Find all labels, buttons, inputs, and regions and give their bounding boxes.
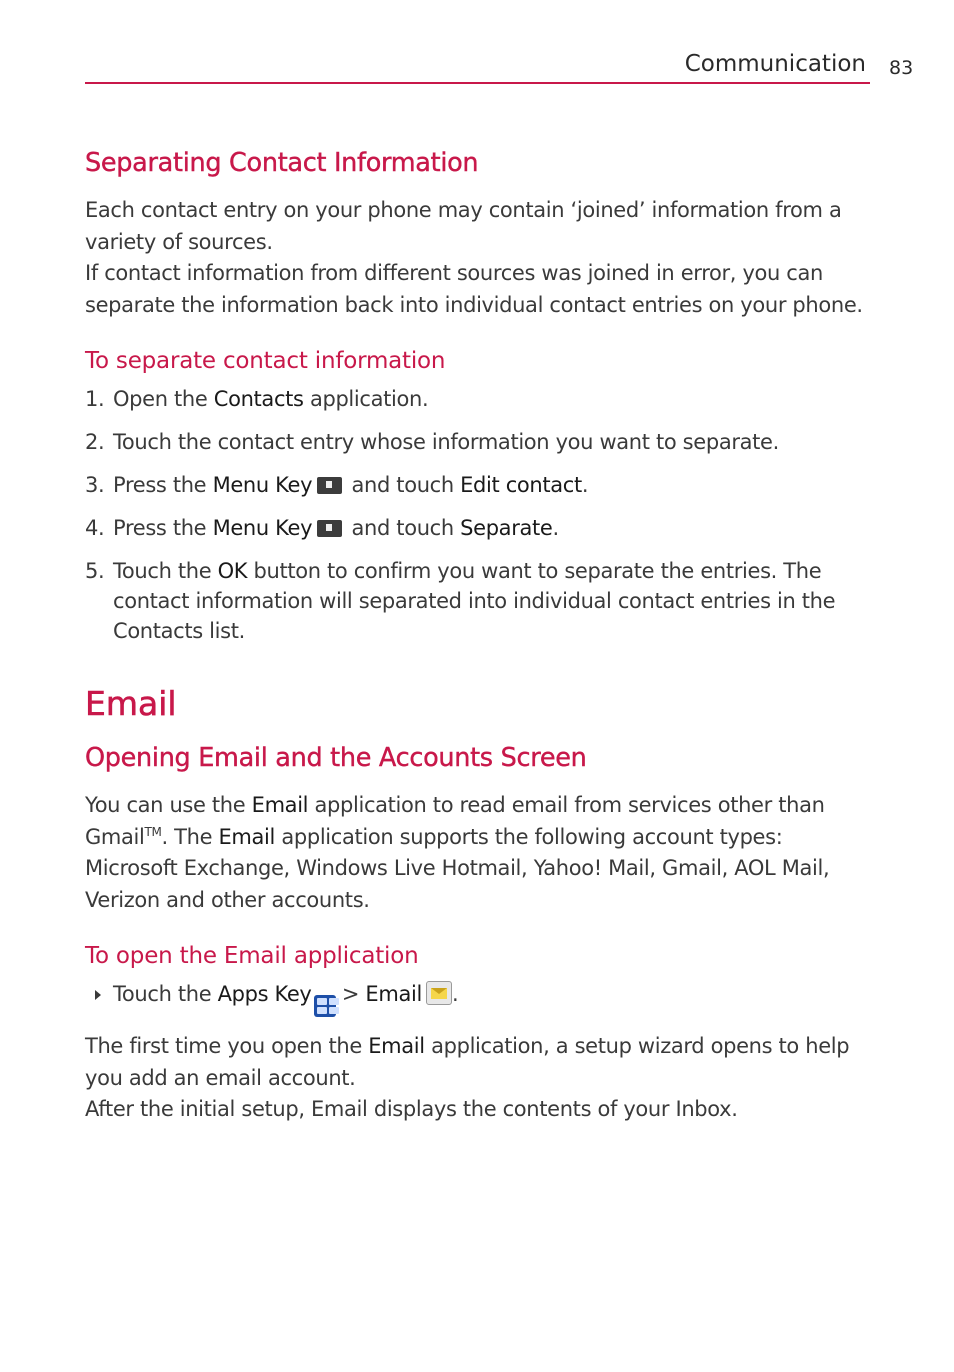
step-text: . — [552, 516, 559, 540]
step-3 — [85, 470, 875, 500]
page-number: 83 — [889, 57, 914, 79]
step-number: 1. — [85, 387, 105, 411]
text-run: application to read email from services other than Gmail — [85, 793, 825, 849]
step-text: and touch — [345, 473, 461, 497]
step-text: Press the — [113, 516, 213, 540]
section-title: Communication — [684, 51, 866, 77]
text-run: application, a setup wizard opens to help you add an email account. — [85, 1034, 850, 1090]
apps-grid-icon — [314, 995, 336, 1017]
step-text: . — [581, 473, 589, 497]
step-1 — [85, 384, 875, 414]
contacts-app-name: Contacts — [213, 387, 304, 411]
instruction-separator: > — [335, 982, 366, 1006]
step-text: Touch the contact entry whose information you want to separate. — [113, 430, 779, 454]
email-paragraph-3: After the initial setup, Email displays the contents of your Inbox. — [85, 1097, 738, 1121]
step-number: 5. — [85, 559, 105, 583]
separate-subheading: To separate contact information — [85, 348, 446, 374]
separate-label: Separate — [460, 516, 553, 540]
instruction-text: Touch the — [113, 982, 218, 1006]
instruction-end: . — [451, 982, 459, 1006]
text-run: application supports the following account types: Microsoft Exchange, Windows Live Hotmail, Yahoo! Mail, Gmail, AOL Mail, Verizon and other accounts. — [85, 824, 830, 912]
running-header — [85, 48, 870, 84]
step-text: Touch the — [113, 559, 218, 583]
separating-paragraph-2: If contact information from different sources was joined in error, you can separate the information back into individual contact entries on your phone. — [85, 261, 863, 317]
trademark-mark: TM — [144, 824, 162, 839]
email-app-label: Email — [365, 982, 422, 1006]
text-run: . The — [161, 824, 219, 849]
step-number: 3. — [85, 473, 105, 497]
ok-button-label: OK — [217, 559, 248, 583]
text-run: You can use the — [85, 793, 252, 817]
menu-key-icon — [317, 477, 342, 494]
separate-steps-list — [85, 384, 875, 646]
open-email-instruction — [57, 979, 875, 1017]
step-5 — [85, 556, 875, 646]
email-title: Email — [85, 684, 177, 723]
email-app-name: Email — [218, 824, 276, 849]
triangle-bullet-icon — [95, 990, 101, 1000]
step-text: application. — [303, 387, 429, 411]
email-app-name: Email — [368, 1034, 425, 1058]
email-paragraph-2 — [85, 1031, 875, 1094]
opening-email-heading: Opening Email and the Accounts Screen — [85, 743, 587, 773]
apps-key-label: Apps Key — [217, 982, 312, 1006]
separating-heading: Separating Contact Information — [85, 148, 479, 178]
menu-key-icon — [317, 520, 342, 537]
menu-key-label: Menu Key — [212, 473, 313, 497]
step-number: 2. — [85, 430, 105, 454]
email-app-name: Email — [251, 793, 309, 817]
email-envelope-icon — [426, 981, 452, 1005]
open-email-subheading: To open the Email application — [85, 943, 419, 969]
text-run: The first time you open the — [85, 1034, 369, 1058]
step-2 — [85, 427, 875, 457]
edit-contact-label: Edit contact — [460, 473, 582, 497]
step-text: Press the — [113, 473, 213, 497]
step-text: and touch — [345, 516, 461, 540]
step-text: Open the — [113, 387, 214, 411]
step-4 — [85, 513, 875, 543]
separating-paragraph-1: Each contact entry on your phone may contain ‘joined’ information from a variety of sources. — [85, 198, 842, 254]
page-content — [85, 148, 875, 1126]
menu-key-label: Menu Key — [212, 516, 313, 540]
email-paragraph-1 — [85, 790, 875, 916]
step-text: button to confirm you want to separate the entries. The contact information will separated into individual contact entries in the Contacts list. — [113, 559, 836, 643]
step-number: 4. — [85, 516, 105, 540]
